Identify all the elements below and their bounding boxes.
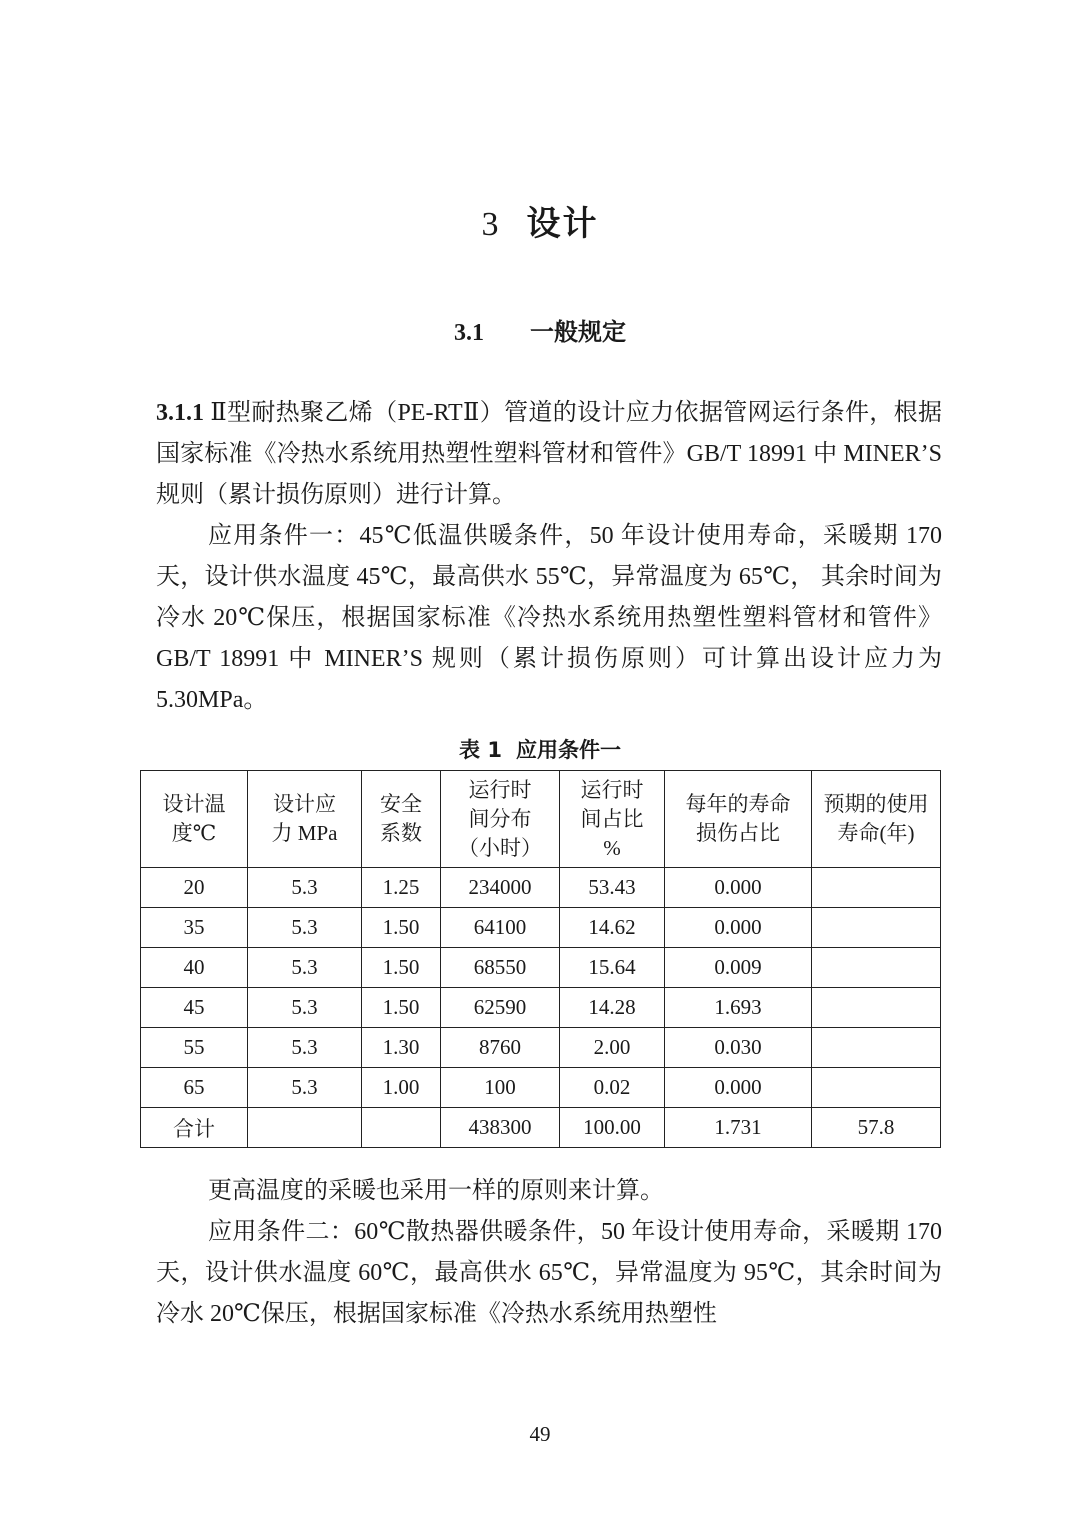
table-cell bbox=[812, 868, 941, 908]
table-cell: 438300 bbox=[441, 1108, 560, 1148]
clause-text: Ⅱ型耐热聚乙烯（PE-RTⅡ）管道的设计应力依据管网运行条件，根据国家标准《冷热水系统用热塑性塑料管材和管件》GB/T 18991 中 MINER’S 规则（累计损伤原则）进行计算。 bbox=[156, 400, 942, 508]
table-cell: 1.731 bbox=[665, 1108, 812, 1148]
table-cell: 1.50 bbox=[362, 908, 441, 948]
page-number: 49 bbox=[529, 1422, 551, 1446]
table-cell: 1.50 bbox=[362, 988, 441, 1028]
table-cell: 5.3 bbox=[248, 1068, 362, 1108]
table-cell: 15.64 bbox=[560, 948, 665, 988]
table-cell bbox=[812, 1068, 941, 1108]
table-cell: 1.693 bbox=[665, 988, 812, 1028]
note-paragraph: 更高温度的采暖也采用一样的原则来计算。 bbox=[208, 1178, 664, 1204]
header-time-ratio: 运行时 间占比 % bbox=[560, 771, 665, 868]
section-number: 3.1 bbox=[454, 320, 484, 346]
table-caption-title: 应用条件一 bbox=[515, 738, 621, 762]
chapter-number: 3 bbox=[481, 206, 501, 243]
table-cell: 14.28 bbox=[560, 988, 665, 1028]
table-header-row bbox=[141, 771, 941, 868]
table-cell bbox=[362, 1108, 441, 1148]
table-cell: 234000 bbox=[441, 868, 560, 908]
table-row bbox=[141, 1108, 941, 1148]
table-cell: 5.3 bbox=[248, 988, 362, 1028]
table-cell: 0.030 bbox=[665, 1028, 812, 1068]
condition1-paragraph: 应用条件一：45℃低温供暖条件，50 年设计使用寿命，采暖期 170 天，设计供水温度 45℃，最高供水 55℃，异常温度为 65℃， 其余时间为冷水 20℃保压，根据国家标准《冷热水系统用热塑性塑料管材和管件》GB/T 18991 中 MINER’S 规则（累计损伤原则）可计算出设计应力为 5.30MPa。 bbox=[156, 523, 942, 713]
table-cell: 57.8 bbox=[812, 1108, 941, 1148]
table-cell: 62590 bbox=[441, 988, 560, 1028]
header-annual-damage: 每年的寿命 损伤占比 bbox=[665, 771, 812, 868]
table-cell bbox=[812, 948, 941, 988]
table-caption bbox=[0, 734, 1080, 764]
table-cell: 1.00 bbox=[362, 1068, 441, 1108]
chapter-title-text: 设计 bbox=[526, 204, 599, 244]
condition2-paragraph: 应用条件二：60℃散热器供暖条件，50 年设计使用寿命，采暖期 170 天，设计供水温度 60℃，最高供水 65℃，异常温度为 95℃，其余时间为冷水 20℃保压，根据国家标准《冷热水系统用热塑性 bbox=[156, 1219, 942, 1327]
table-cell: 64100 bbox=[441, 908, 560, 948]
table-cell bbox=[812, 1028, 941, 1068]
table-cell: 0.009 bbox=[665, 948, 812, 988]
chapter-title bbox=[0, 196, 1080, 245]
table-cell: 45 bbox=[141, 988, 248, 1028]
table-cell: 5.3 bbox=[248, 1028, 362, 1068]
section-title-text: 一般规定 bbox=[530, 318, 626, 346]
table-cell: 100.00 bbox=[560, 1108, 665, 1148]
table-cell bbox=[812, 988, 941, 1028]
table-cell: 1.30 bbox=[362, 1028, 441, 1068]
table-cell: 5.3 bbox=[248, 868, 362, 908]
table-cell: 5.3 bbox=[248, 948, 362, 988]
header-design-stress: 设计应 力 MPa bbox=[248, 771, 362, 868]
table-cell: 8760 bbox=[441, 1028, 560, 1068]
table-cell: 65 bbox=[141, 1068, 248, 1108]
table-cell: 40 bbox=[141, 948, 248, 988]
table-cell: 合计 bbox=[141, 1108, 248, 1148]
table-cell: 2.00 bbox=[560, 1028, 665, 1068]
table-cell: 0.000 bbox=[665, 908, 812, 948]
table-cell bbox=[248, 1108, 362, 1148]
header-safety-factor: 安全 系数 bbox=[362, 771, 441, 868]
table-cell: 20 bbox=[141, 868, 248, 908]
table-cell: 14.62 bbox=[560, 908, 665, 948]
table-cell: 1.50 bbox=[362, 948, 441, 988]
section-title bbox=[0, 312, 1080, 347]
condition1-table bbox=[140, 770, 941, 1148]
clause-paragraph bbox=[156, 393, 942, 516]
clause-number: 3.1.1 bbox=[156, 400, 204, 426]
table-cell: 55 bbox=[141, 1028, 248, 1068]
table-caption-label: 表 1 bbox=[459, 738, 502, 762]
table-row bbox=[141, 1068, 941, 1108]
table-cell: 0.000 bbox=[665, 868, 812, 908]
table-cell: 53.43 bbox=[560, 868, 665, 908]
header-design-temperature: 设计温 度℃ bbox=[141, 771, 248, 868]
table-row bbox=[141, 868, 941, 908]
table-cell: 68550 bbox=[441, 948, 560, 988]
header-expected-life: 预期的使用 寿命(年) bbox=[812, 771, 941, 868]
table-cell: 35 bbox=[141, 908, 248, 948]
table-row bbox=[141, 988, 941, 1028]
header-operating-hours: 运行时 间分布 （小时） bbox=[441, 771, 560, 868]
table-cell: 100 bbox=[441, 1068, 560, 1108]
table-cell: 0.000 bbox=[665, 1068, 812, 1108]
table-cell bbox=[812, 908, 941, 948]
table-cell: 5.3 bbox=[248, 908, 362, 948]
table-cell: 1.25 bbox=[362, 868, 441, 908]
table-cell: 0.02 bbox=[560, 1068, 665, 1108]
table-row bbox=[141, 948, 941, 988]
table-row bbox=[141, 1028, 941, 1068]
table-row bbox=[141, 908, 941, 948]
